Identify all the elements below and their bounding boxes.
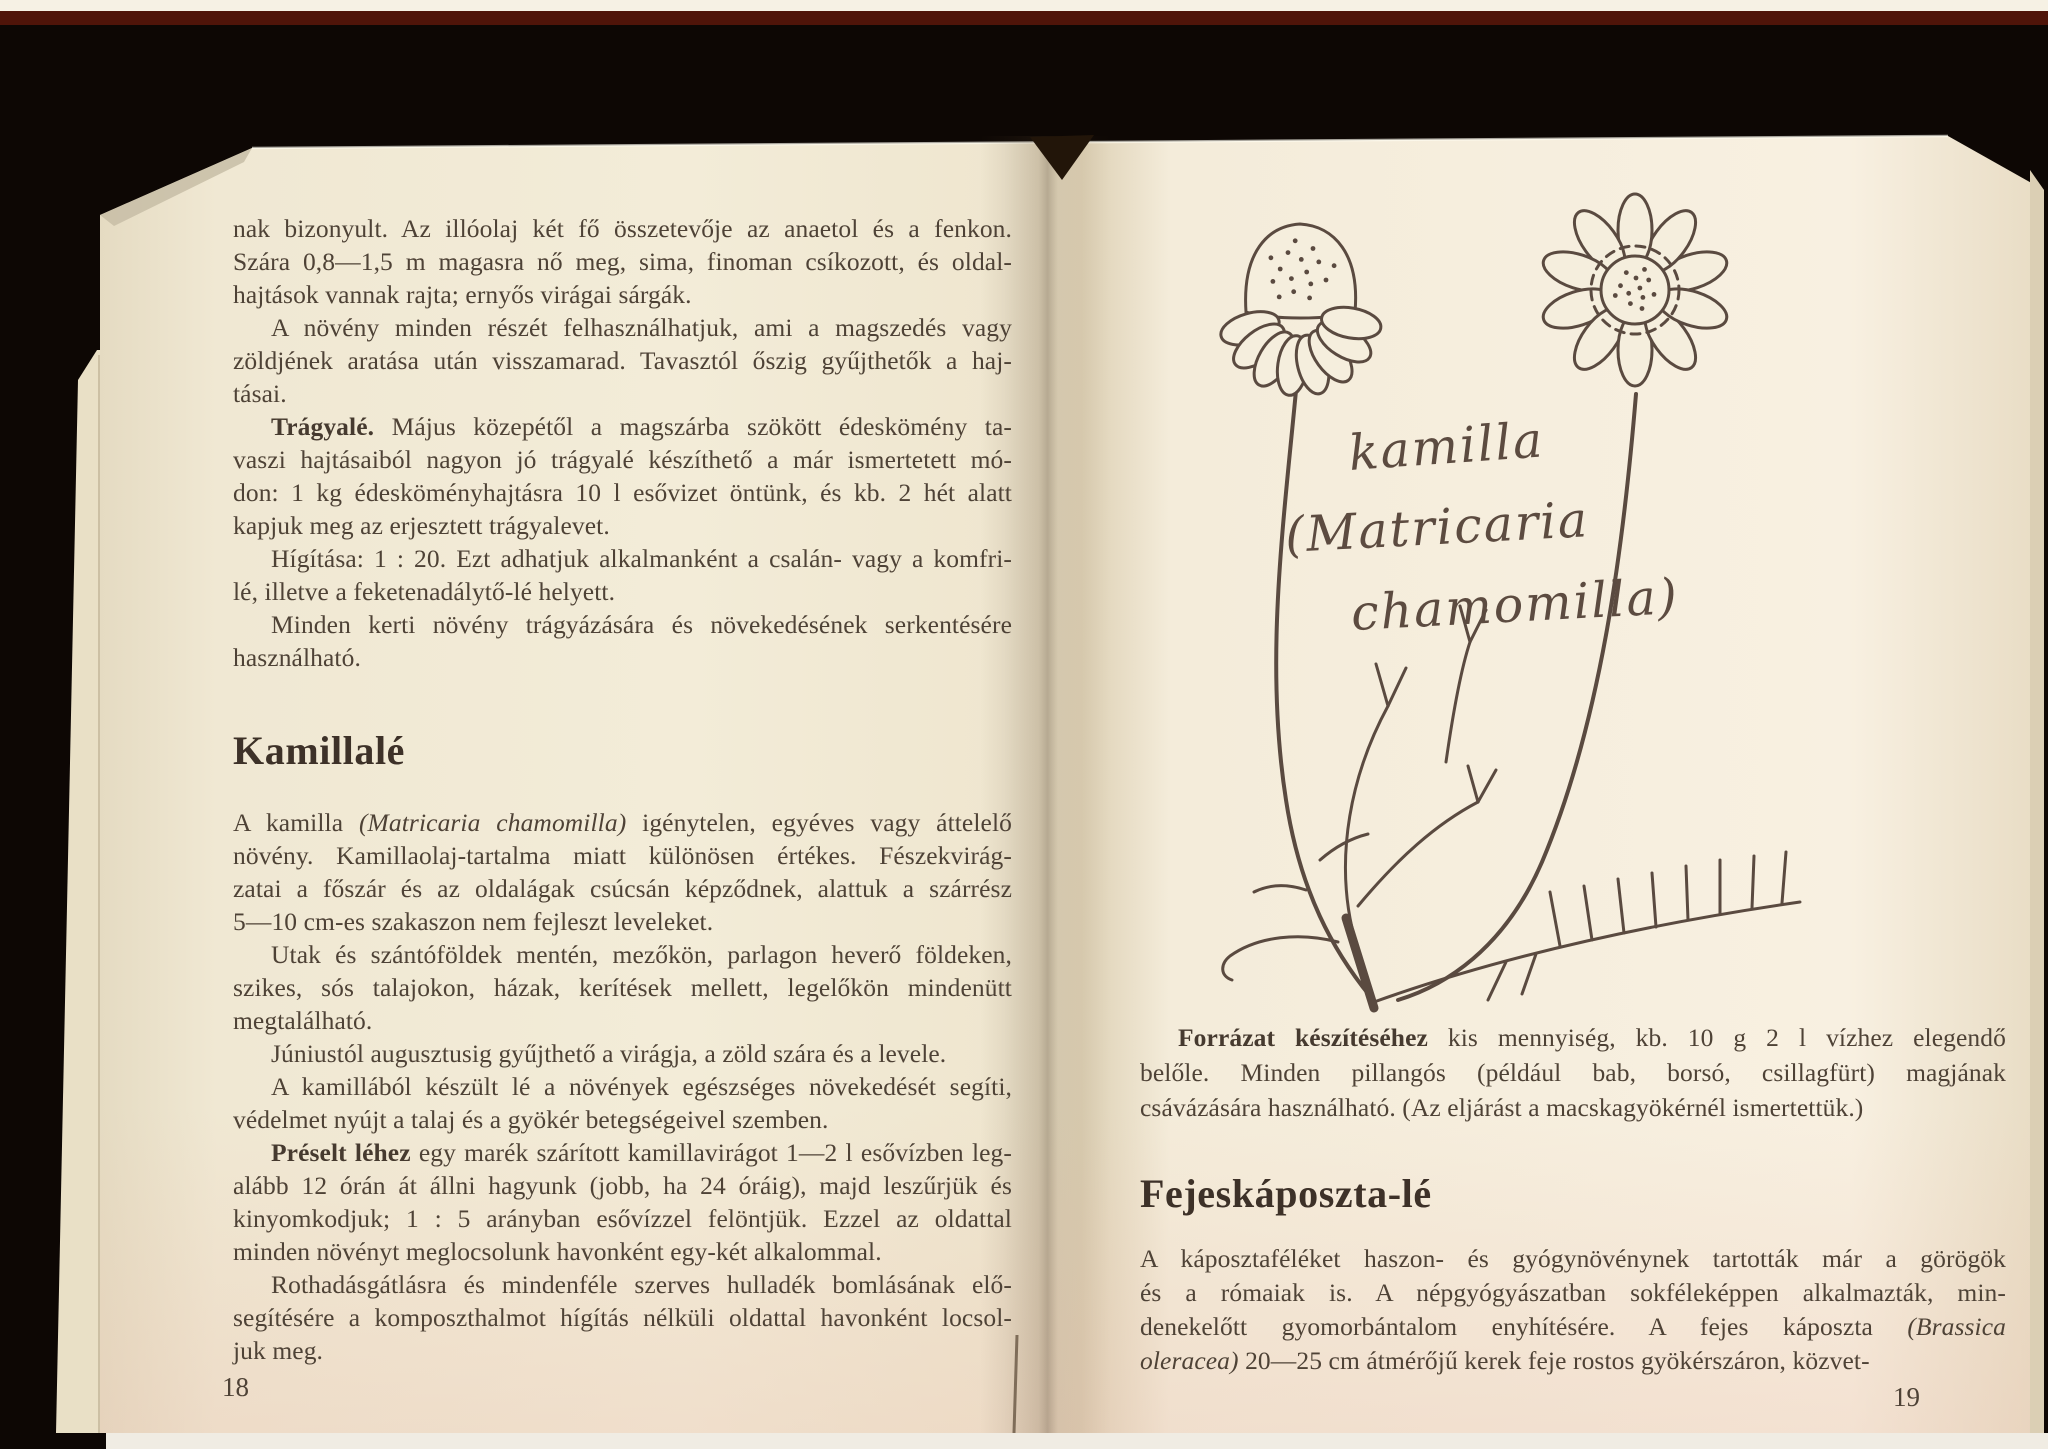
page-stack-edge-left (56, 350, 100, 1433)
paragraph (233, 311, 1012, 410)
paragraph (233, 1136, 1012, 1268)
paragraph (233, 806, 1012, 938)
text-line: zöldjének aratása után visszamarad. Tavasztól őszig gyűjthetők a haj- (233, 346, 1012, 375)
text-line: csávázására használható. (Az eljárást a macskagyökérnél ismertettük.) (1140, 1093, 1864, 1122)
text-line: Szára 0,8—1,5 m magasra nő meg, sima, finoman csíkozott, és oldal- (233, 247, 1012, 276)
handwritten-label-line2: (Matricaria (1283, 491, 1591, 564)
text-line: belőle. Minden pillangós (például bab, borsó, csillagfürt) magjának (1140, 1058, 2006, 1087)
text-line: Rothadásgátlásra és mindenféle szerves hulladék bomlásának elő- (271, 1270, 1012, 1299)
section-heading-kamillale: Kamillalé (233, 728, 406, 773)
text-line: Hígítása: 1 : 20. Ezt adhatjuk alkalmanként a csalán- vagy a komfri- (271, 544, 1012, 573)
text-line: segítésére a komposzthalmot hígítás nélküli oldattal havonként locsol- (233, 1303, 1012, 1332)
paragraph (233, 1070, 1012, 1136)
section-heading-fejeskaposzta: Fejeskáposzta-lé (1140, 1171, 1432, 1216)
text-line: Utak és szántóföldek mentén, mezőkön, parlagon heverő földeken, (271, 940, 1012, 969)
paragraph (1140, 1242, 2006, 1378)
text-line: hajtások vannak rajta; ernyős virágai sárgák. (233, 280, 692, 309)
text-line: kinyomkodjuk; 1 : 5 arányban esővízzel felöntjük. Ezzel az oldattal (233, 1204, 1012, 1233)
text-line: lé, illetve a feketenadálytő-lé helyett. (233, 577, 616, 606)
handwritten-label-line3: chamomilla) (1349, 567, 1681, 642)
text-line: minden növényt meglocsolunk havonként egy-két alkalommal. (233, 1237, 882, 1266)
left-page-text-top (233, 212, 1012, 674)
paragraph (1140, 1020, 2006, 1125)
flower-top-disc (1601, 256, 1669, 324)
table-edge-strip (106, 1433, 2048, 1449)
text-line: szikes, sós talajokon, házak, kerítések mellett, legelőkön mindenütt (233, 973, 1012, 1002)
text-line: nak bizonyult. Az illóolaj két fő összetevője az anaetol és a fenkon. (233, 214, 1012, 243)
page-stack-edge-right (2030, 170, 2044, 1433)
text-line: tásai. (233, 379, 287, 408)
text-line: Júniustól augusztusig gyűjthető a virágja, a zöld szára és a levele. (271, 1039, 947, 1068)
paragraph (233, 542, 1012, 608)
text-line: és a rómaiak is. A népgyógyászatban sokféleképpen alkalmazták, min- (1140, 1278, 2006, 1307)
text-line: Forrázat készítéséhez kis mennyiség, kb. 10 g 2 l vízhez elegendő (1178, 1023, 2006, 1052)
text-line: juk meg. (233, 1336, 324, 1365)
handwritten-label-line1: kamilla (1346, 411, 1546, 482)
text-line: oleracea) 20—25 cm átmérőjű kerek feje rostos gyökérszáron, közvet- (1140, 1346, 1870, 1375)
paragraph (233, 410, 1012, 542)
text-line: A kamilla (Matricaria chamomilla) igénytelen, egyéves vagy áttelelő (233, 808, 1012, 837)
text-line: vaszi hajtásaiból nagyon jó trágyalé készíthető a már ismertetett mó- (233, 445, 1012, 474)
text-line: Minden kerti növény trágyázására és növekedésének serkentésére (271, 610, 1012, 639)
text-line: A kamillából készült lé a növények egészséges növekedését segíti, (271, 1072, 1012, 1101)
text-line: A növény minden részét felhasználhatjuk, ami a magszedés vagy (271, 313, 1012, 342)
right-page-text-top (1140, 1020, 2006, 1125)
text-line: Trágyalé. Május közepétől a magszárba szökött édeskömény ta- (271, 412, 1012, 441)
text-line: don: 1 kg édesköményhajtásra 10 l esővizet öntünk, és kb. 2 hét alatt (233, 478, 1012, 507)
text-line: zatai a főszár és az oldalágak csúcsán képződnek, alattuk a szárrész (233, 874, 1012, 903)
paragraph (233, 1037, 1012, 1070)
right-page-text-bottom (1140, 1242, 2006, 1378)
paragraph (233, 608, 1012, 674)
paragraph (233, 1268, 1012, 1367)
left-page-text-bottom (233, 806, 1012, 1367)
text-line: növény. Kamillaolaj-tartalma miatt különösen értékes. Fészekvirág- (233, 841, 1012, 870)
paragraph (233, 938, 1012, 1037)
text-line: A káposztaféléket haszon- és gyógynövénynek tartották már a görögök (1140, 1244, 2006, 1273)
paragraph (233, 212, 1012, 311)
text-line: 5—10 cm-es szakaszon nem fejleszt leveleket. (233, 907, 714, 936)
text-line: Préselt léhez egy marék szárított kamillavirágot 1—2 l esővízben leg- (271, 1138, 1012, 1167)
text-line: megtalálható. (233, 1006, 373, 1035)
page-number-left: 18 (222, 1372, 249, 1402)
text-line: védelmet nyújt a talaj és a gyökér betegségeivel szemben. (233, 1105, 829, 1134)
text-line: használható. (233, 643, 361, 672)
text-line: kapjuk meg az erjesztett trágyalevet. (233, 511, 610, 540)
text-line: denekelőtt gyomorbántalom enyhítésére. A fejes káposzta (Brassica (1140, 1312, 2006, 1341)
page-number-right: 19 (1893, 1382, 1920, 1412)
text-line: alább 12 órán át állni hagyunk (jobb, ha 24 óráig), majd leszűrjük és (233, 1171, 1012, 1200)
